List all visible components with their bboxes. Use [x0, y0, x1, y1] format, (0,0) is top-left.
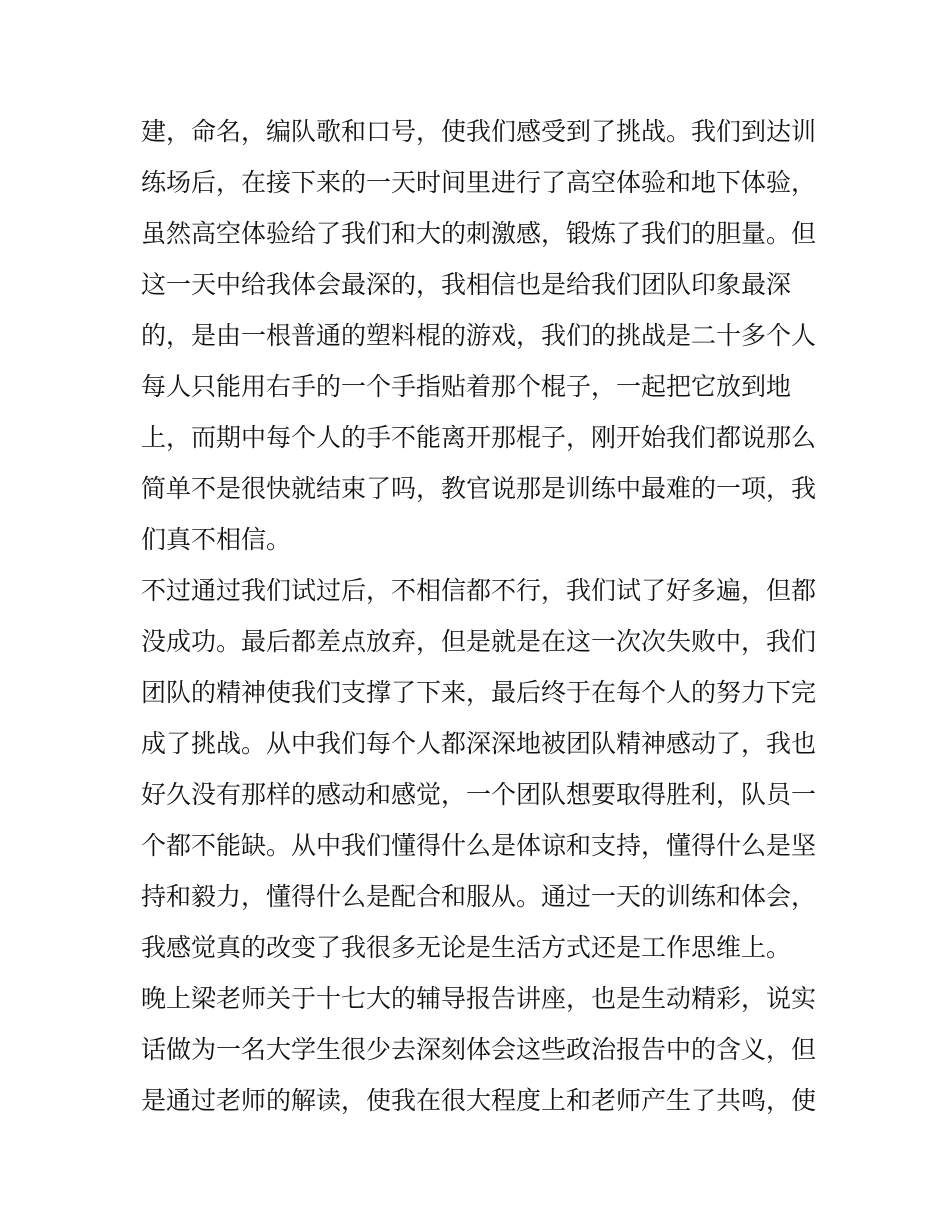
text-line: 的，是由一根普通的塑料棍的游戏，我们的挑战是二十多个人 [141, 321, 817, 350]
text-line: 话做为一名大学生很少去深刻体会这些政治报告中的含义，但 [141, 1035, 817, 1064]
text-line: 持和毅力，懂得什么是配合和服从。通过一天的训练和体会， [141, 882, 817, 911]
text-line: 这一天中给我体会最深的，我相信也是给我们团队印象最深 [141, 270, 792, 299]
text-line: 团队的精神使我们支撑了下来，最后终于在每个人的努力下完 [141, 678, 817, 707]
text-line: 成了挑战。从中我们每个人都深深地被团队精神感动了，我也 [141, 729, 817, 758]
text-line: 建，命名，编队歌和口号，使我们感受到了挑战。我们到达训 [141, 117, 817, 146]
text-line: 练场后，在接下来的一天时间里进行了高空体验和地下体验， [141, 168, 817, 197]
text-line: 每人只能用右手的一个手指贴着那个棍子，一起把它放到地 [141, 372, 792, 401]
text-line: 虽然高空体验给了我们和大的刺激感，锻炼了我们的胆量。但 [141, 219, 817, 248]
text-line: 好久没有那样的感动和感觉，一个团队想要取得胜利，队员一 [141, 780, 817, 809]
text-line: 个都不能缺。从中我们懂得什么是体谅和支持，懂得什么是坚 [141, 831, 817, 860]
text-line: 没成功。最后都差点放弃，但是就是在这一次次失败中，我们 [141, 627, 817, 656]
text-line: 晚上梁老师关于十七大的辅导报告讲座，也是生动精彩，说实 [141, 984, 817, 1013]
text-line: 上，而期中每个人的手不能离开那棍子，刚开始我们都说那么 [141, 423, 817, 452]
text-line: 简单不是很快就结束了吗，教官说那是训练中最难的一项，我 [141, 474, 817, 503]
text-line: 是通过老师的解读，使我在很大程度上和老师产生了共鸣，使 [141, 1086, 817, 1115]
text-line: 们真不相信。 [141, 525, 292, 554]
text-line: 不过通过我们试过后，不相信都不行，我们试了好多遍，但都 [141, 576, 817, 605]
text-line: 我感觉真的改变了我很多无论是生活方式还是工作思维上。 [141, 933, 792, 962]
body-text [141, 106, 821, 1126]
